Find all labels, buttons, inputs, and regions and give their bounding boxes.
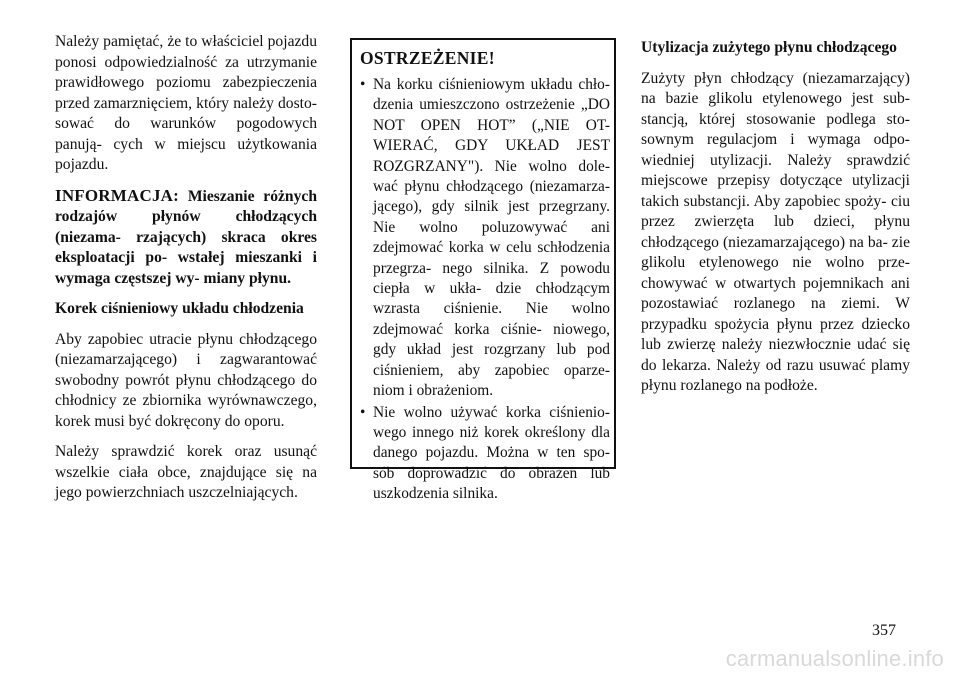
warning-item-text: Nie wolno używać korka ciśnienio- wego innego niż korek określony dla danego pojazdu. Można w ten spo- sób doprowadzić do obrażeń lub uszkodzenia silnika.: [373, 403, 610, 503]
info-note: [55, 186, 317, 290]
warning-box: [350, 38, 616, 503]
page-number: 357: [872, 622, 896, 639]
section-heading-pressure-cap: Korek ciśnieniowy układu chłodzenia: [55, 300, 304, 317]
info-text: Mieszanie różnych rodzajów płynów chłodzących (niezama- rzających) skraca okres eksploatacji po- wstałej mieszanki i wymaga częstszej wy- miany płynu.: [55, 187, 317, 287]
left-column: [55, 32, 317, 514]
paragraph-responsibility: Należy pamiętać, że to właściciel pojazdu ponosi odpowiedzialność za utrzymanie prawidłowego poziomu zabezpieczenia przed zamarznięciem, który należy dosto- sować do warunków pogodowych panują- cych w miejscu użytkowania pojazdu.: [55, 33, 317, 173]
paragraph-cap-tightening: Aby zapobiec utracie płynu chłodzącego (niezamarzającego) i zagwarantować swobodny powrót płynu chłodzącego do chłodnicy ze zbiornika wyrównawczego, korek musi być dokręcony do oporu.: [55, 330, 317, 430]
warning-item: [360, 75, 610, 402]
right-column: [641, 38, 910, 407]
bullet-icon: •: [360, 403, 366, 421]
paragraph-cap-inspection: Należy sprawdzić korek oraz usunąć wszelkie ciała obce, znajdujące się na jego powierzchniach uszczelniających.: [55, 443, 317, 501]
warning-title: OSTRZEŻENIE!: [360, 48, 495, 68]
paragraph-coolant-disposal: Zużyty płyn chłodzący (niezamarzający) na bazie glikolu etylenowego jest sub- stancją, której stosowanie podlega sto- sownym regulacjom i wymaga odpo- wiedniej utylizacji. Należy sprawdzić miejscowe przepisy dotyczące utylizacji takich substancji. Aby zapobiec spoży- ciu przez zwierzęta lub dzieci, płynu chłodzącego (niezamarzającego) na ba- zie glikolu etylenowego nie wolno prze- chowywać w otwartych pojemnikach ani pozostawiać rozlanego na ziemi. W przypadku spożycia płynu przez dziecko lub zwierzę należy niezwłocznie udać się do lekarza. Należy od razu usuwać plamy płynu rozlanego na podłoże.: [641, 69, 910, 394]
section-heading-coolant-disposal: Utylizacja zużytego płynu chłodzącego: [641, 39, 897, 56]
info-label: INFORMACJA:: [55, 185, 180, 205]
warning-item: [360, 403, 610, 505]
watermark: carmanualsonline.info: [725, 646, 944, 671]
warning-list: [360, 75, 610, 505]
bullet-icon: •: [360, 76, 366, 93]
warning-item-text: Na korku ciśnieniowym układu chło- dzenia umieszczono ostrzeżenie „DO NOT OPEN HOT” („NIE OT- WIERAĆ, GDY UKŁAD JEST ROZGRZANY"). Nie wolno dole- wać płynu chłodzącego (niezamarza- jącego), gdy silnik jest przegrzany. Nie wolno poluzowywać ani zdejmować korka w celu schłodzenia przegrza- nego silnika. Z powodu ciepła w ukła- dzie chłodzącym wzrasta ciśnienie. Nie wolno zdejmować korka ciśnie- niowego, gdy układ jest rozgrzany lub pod ciśnieniem, aby zapobiec oparze- niom i obrażeniom.: [373, 76, 610, 400]
